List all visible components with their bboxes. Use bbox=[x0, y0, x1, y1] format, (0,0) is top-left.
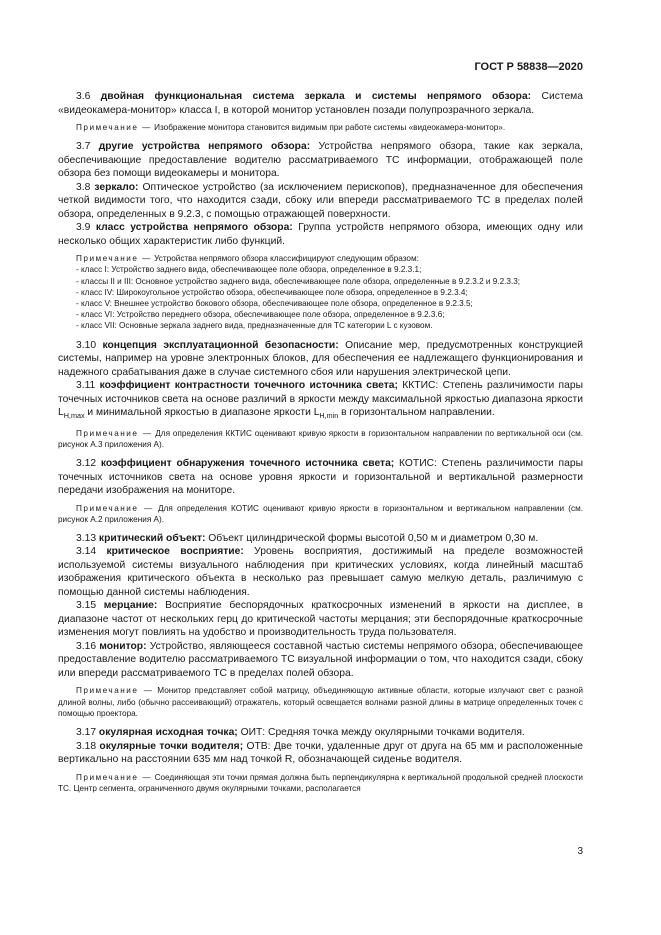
definition-3-14: 3.14 критическое восприятие: Уровень восприятия, достижимый на пределе возможностей используемой системы визуального наблюдения при критических условиях, когда линейный масштаб изображения критического объекта в несколько раз превышает самую мелкую деталь, различимую с помощью данной системы наблюдения. bbox=[58, 546, 583, 598]
definition-3-15: 3.15 мерцание: Восприятие беспорядочных краткосрочных изменений в яркости на дисплее, в диапазоне частот от нескольких герц до критической частоты мерцания; эти беспорядочные краткосрочные изменения могут повлиять на удобство и производительность труда пользователя. bbox=[58, 600, 583, 639]
definition-3-10: 3.10 концепция эксплуатационной безопасности: Описание мер, предусмотренных конструкцией системы, например на уровне электронных блоков, для обеспечения ее надлежащего функционирования и надежного срабатывания даже в случае системного сбоя или нарушения электрической цепи. bbox=[58, 339, 583, 378]
note: Примечание — Устройства непрямого обзора классифицируют следующим образом: bbox=[76, 254, 419, 264]
note: Примечание — Для определения ККТИС оценивают кривую яркости в горизонтальном направлении по вертикальной оси (см. рисунок А.3 приложения А). bbox=[58, 428, 584, 449]
note: Примечание — Монитор представляет собой матрицу, объединяющую активные области, которые излучают свет с разной длиной волны, либо (обычно рассеивающий) отражатель, который освещается волнами разной длины в матрице определенных точек с помощью проектора. bbox=[58, 686, 584, 718]
list-item: - класс VII: Основные зеркала заднего вида, предназначенные для ТС категории L с кузовом. bbox=[76, 321, 433, 331]
list-item: - классы II и III: Основное устройство заднего вида, обеспечивающее поле обзора, определенные в 9.2.3.2 и 9.2.3.3; bbox=[76, 276, 521, 286]
document-code: ГОСТ Р 58838—2020 bbox=[474, 61, 583, 73]
note: Примечание — Соединяющая эти точки прямая должна быть перпендикулярна к вертикальной продольной средней плоскости ТС. Центр сегмента, ограниченного двумя окулярными точками, располагается bbox=[58, 772, 583, 793]
definition-3-13: 3.13 критический объект: Объект цилиндрической формы высотой 0,50 м и диаметром 0,30 м. bbox=[76, 532, 539, 544]
note: Примечание — Для определения КОТИС оценивают кривую яркости в горизонтальном и вертикальном направлении (см. рисунок А.2 приложения А). bbox=[58, 503, 583, 524]
definition-3-8: 3.8 зеркало: Оптическое устройство (за исключением перископов), предназначенное для обеспечения четкой видимости того, что находится сзади, сбоку или впереди рассматриваемого ТС в пределах полей обзора, определенных в 9.2.3, с помощью отражающей поверхности. bbox=[58, 181, 583, 220]
definition-3-11: 3.11 коэффициент контрастности точечного источника света; ККТИС: Степень различимости пары точечных источников света на основе различий в яркости между максимальной яркостью диапазона яркости $L_{H,max}$ и минимальной яркостью в диапазоне яркости $L_{H,min}$ в горизонтальном направлении. bbox=[58, 380, 583, 421]
list-item: - класс VI: Устройство переднего обзора, обеспечивающее поле обзора, определенное в 9.2.3.6; bbox=[76, 310, 445, 320]
document-body bbox=[58, 90, 583, 794]
definition-3-9: 3.9 класс устройства непрямого обзора: Группа устройств непрямого обзора, имеющих одну или несколько общих характеристик либо функций. bbox=[58, 222, 583, 247]
definition-3-6: 3.6 двойная функциональная система зеркала и системы непрямого обзора: Система «видеокамера-монитор» класса I, в которой монитор установлен позади полупрозрачного зеркала. bbox=[58, 91, 583, 116]
list-item: - класс IV: Широкоугольное устройство обзора, обеспечивающее поле обзора, определенное в 9.2.3.4; bbox=[76, 287, 468, 297]
definition-3-17: 3.17 окулярная исходная точка; ОИТ: Средняя точка между окулярными точками водителя. bbox=[76, 727, 525, 739]
definition-3-16: 3.16 монитор: Устройство, являющееся составной частью системы непрямого обзора, обеспечивающее предоставление водителю рассматриваемого ТС визуальной информации о том, что находится сзади, сбоку или впереди рассматриваемого ТС в пределах полей обзора. bbox=[58, 640, 583, 679]
definition-3-12: 3.12 коэффициент обнаружения точечного источника света; КОТИС: Степень различимости пары точечных источников света на основе уровня яркости и горизонтальной и вертикальной размерности передачи изображения на мониторе. bbox=[58, 458, 583, 497]
page-number: 3 bbox=[577, 846, 583, 857]
list-item: - класс V: Внешнее устройство бокового обзора, обеспечивающее поле обзора, определенное в 9.2.3.5; bbox=[76, 299, 473, 309]
note: Примечание — Изображение монитора становится видимым при работе системы «видеокамера-монитор». bbox=[76, 123, 506, 132]
definition-3-18: 3.18 окулярные точки водителя; ОТВ: Две точки, удаленные друг от друга на 65 мм и расположенные вертикально на расстоянии 635 мм над точкой R, обозначающей сиденье водителя. bbox=[58, 740, 583, 766]
definition-3-7: 3.7 другие устройства непрямого обзора: Устройства непрямого обзора, такие как зеркала, обеспечивающие предоставление водителю рассматриваемого ТС информации, отображающей поле обзора без помощи видеокамеры и монитора. bbox=[58, 141, 583, 180]
list-item: - класс I: Устройство заднего вида, обеспечивающее поле обзора, определенное в 9.2.3.1; bbox=[76, 265, 422, 275]
